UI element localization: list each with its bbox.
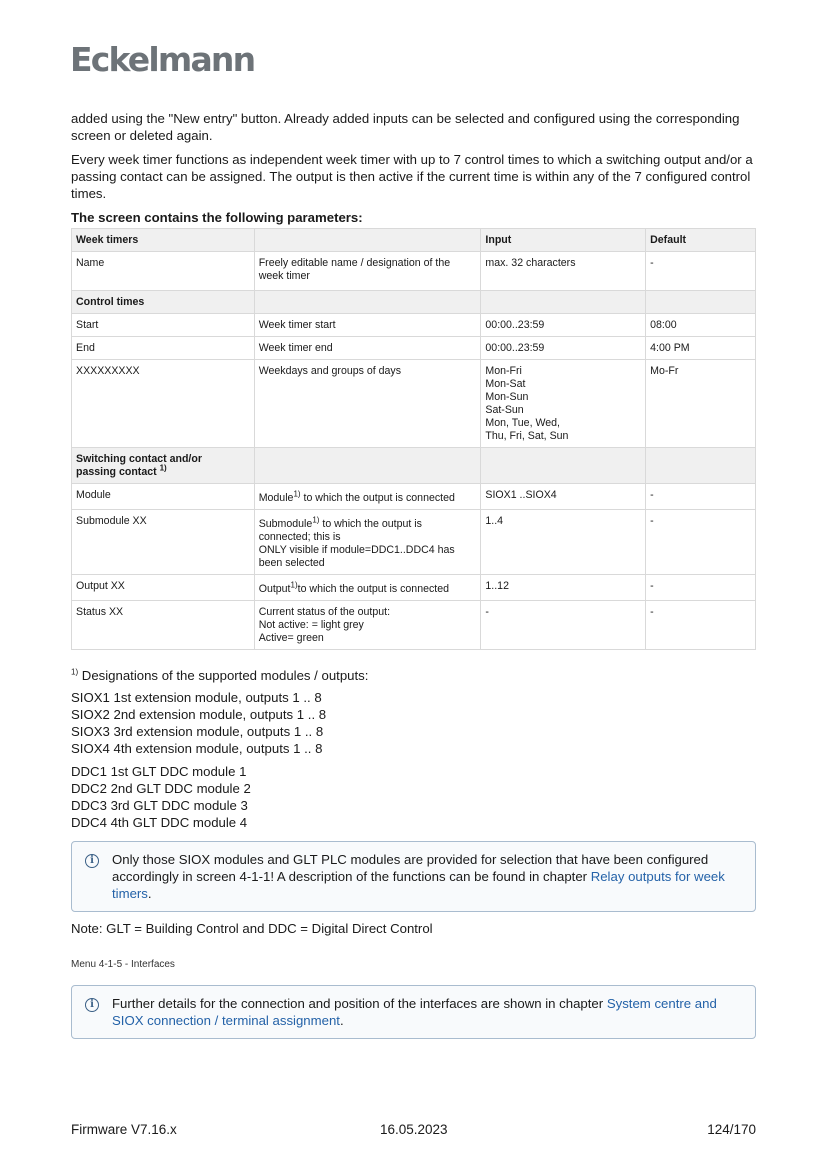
info-end: .	[339, 1013, 344, 1028]
footnote-marker: 1)	[71, 667, 79, 677]
cell-start-input: 00:00..23:59	[481, 314, 646, 337]
ddc-item: DDC1 1st GLT DDC module 1	[71, 764, 247, 779]
submodule-desc-line: connected; this is	[258, 531, 341, 543]
cell-output-input: 1..12	[481, 575, 646, 601]
cell-submodule-default: -	[646, 510, 756, 575]
info-box-siox-selection	[71, 841, 756, 912]
status-desc-line: Not active: = light grey	[258, 619, 364, 631]
info-box-interfaces	[71, 985, 756, 1039]
siox-item: SIOX1 1st extension module, outputs 1 .. 8	[71, 690, 322, 705]
table-row-name	[72, 252, 756, 291]
cell-status-desc	[254, 601, 481, 650]
cell-end-label: End	[72, 337, 255, 360]
table-row-submodule	[72, 510, 756, 575]
module-desc-pre: Module	[258, 492, 294, 504]
ddc-item: DDC3 3rd GLT DDC module 3	[71, 798, 248, 813]
cell-status-label: Status XX	[72, 601, 255, 650]
table-row-start	[72, 314, 756, 337]
table-row-end	[72, 337, 756, 360]
cell-submodule-desc	[254, 510, 481, 575]
eckelmann-logo: Eckelmann	[70, 40, 255, 79]
footnote-marker: 1)	[159, 463, 167, 473]
cell-status-default: -	[646, 601, 756, 650]
day-option: Mon, Tue, Wed,	[485, 417, 560, 429]
header-cell-week-timers: Week timers	[72, 229, 255, 252]
submodule-desc-line: been selected	[258, 557, 325, 569]
info-circle-icon: i	[85, 998, 99, 1012]
cell-submodule-label: Submodule XX	[72, 510, 255, 575]
header-cell-default: Default	[646, 229, 756, 252]
cell-end-default: 4:00 PM	[646, 337, 756, 360]
footnote-marker: 1)	[293, 489, 301, 499]
cell-name-input: max. 32 characters	[481, 252, 646, 291]
cell-days-desc: Weekdays and groups of days	[254, 360, 481, 448]
day-option: Thu, Fri, Sat, Sun	[485, 430, 569, 442]
table-row-status	[72, 601, 756, 650]
footnote-block	[71, 667, 756, 831]
siox-item: SIOX3 3rd extension module, outputs 1 .. 8	[71, 724, 324, 739]
cell-days-default: Mo-Fr	[646, 360, 756, 448]
cell-start-default: 08:00	[646, 314, 756, 337]
cell-name-desc: Freely editable name / designation of the week timer	[254, 252, 481, 291]
cell-end-input: 00:00..23:59	[481, 337, 646, 360]
footnote-marker: 1)	[290, 580, 298, 590]
cell-empty	[254, 448, 481, 484]
day-option: Mon-Sat	[485, 378, 526, 390]
cell-module-label: Module	[72, 484, 255, 510]
cell-control-times-label: Control times	[72, 291, 255, 314]
footnote-marker: 1)	[312, 515, 320, 525]
siox-list	[71, 689, 756, 757]
cell-end-desc: Week timer end	[254, 337, 481, 360]
table-row-module	[72, 484, 756, 510]
switching-label-line-2: passing contact	[76, 466, 157, 478]
ddc-list	[71, 763, 756, 831]
intro-paragraph-2: Every week timer functions as independent week timer with up to 7 control times to which a switching output and/or a passing contact can be assigned. The output is then active if the current time is within any of the 7 configured control times.	[71, 152, 753, 201]
info-text: Further details for the connection and position of the interfaces are shown in chapter	[112, 996, 607, 1011]
params-heading: The screen contains the following parameters:	[71, 210, 363, 225]
table-header-row	[72, 229, 756, 252]
footer-firmware: Firmware V7.16.x	[71, 1122, 177, 1137]
cell-empty	[481, 448, 646, 484]
day-option: Sat-Sun	[485, 404, 524, 416]
cell-start-desc: Week timer start	[254, 314, 481, 337]
ddc-item: DDC4 4th GLT DDC module 4	[71, 815, 248, 830]
module-desc-post: to which the output is connected	[300, 492, 455, 504]
page-content	[71, 110, 756, 1039]
output-desc-pre: Output	[258, 583, 291, 595]
cell-submodule-input: 1..4	[481, 510, 646, 575]
cell-empty	[646, 291, 756, 314]
footer-date: 16.05.2023	[380, 1122, 448, 1137]
day-option: Mon-Sun	[485, 391, 529, 403]
siox-item: SIOX2 2nd extension module, outputs 1 .. 8	[71, 707, 327, 722]
cell-output-default: -	[646, 575, 756, 601]
table-row-days	[72, 360, 756, 448]
cell-empty	[481, 291, 646, 314]
cell-module-desc	[254, 484, 481, 510]
section-row-switching-contact	[72, 448, 756, 484]
cell-switching-label	[72, 448, 255, 484]
table-row-output	[72, 575, 756, 601]
cell-output-label: Output XX	[72, 575, 255, 601]
submodule-desc-post: to which the output is	[319, 518, 422, 530]
footnote-title-text: Designations of the supported modules / outputs:	[78, 668, 369, 683]
ddc-item: DDC2 2nd GLT DDC module 2	[71, 781, 251, 796]
section-row-control-times	[72, 291, 756, 314]
footer-page-number: 124/170	[707, 1122, 756, 1137]
info-circle-icon: i	[85, 854, 99, 868]
note-abbreviations: Note: GLT = Building Control and DDC = Digital Direct Control	[71, 921, 433, 936]
link-relay-outputs[interactable]: Relay outputs for week timers	[112, 869, 725, 901]
link-system-centre[interactable]: System centre and SIOX connection / terminal assignment	[112, 996, 717, 1028]
cell-days-label: XXXXXXXXX	[72, 360, 255, 448]
cell-days-input	[481, 360, 646, 448]
cell-empty	[254, 291, 481, 314]
cell-empty	[646, 448, 756, 484]
submodule-desc-line: ONLY visible if module=DDC1..DDC4 has	[258, 544, 455, 556]
output-desc-post: to which the output is connected	[297, 583, 449, 595]
menu-caption: Menu 4-1-5 - Interfaces	[71, 959, 175, 970]
info-end: .	[147, 886, 152, 901]
header-cell-input: Input	[481, 229, 646, 252]
cell-module-input: SIOX1 ..SIOX4	[481, 484, 646, 510]
submodule-desc-pre: Submodule	[258, 518, 313, 530]
footnote-title	[71, 667, 756, 684]
cell-start-label: Start	[72, 314, 255, 337]
status-desc-line: Active= green	[258, 632, 324, 644]
parameters-table	[71, 228, 756, 650]
intro-paragraph-1: added using the "New entry" button. Already added inputs can be selected and configured using the corresponding screen or deleted again.	[71, 111, 740, 143]
siox-item: SIOX4 4th extension module, outputs 1 .. 8	[71, 741, 323, 756]
cell-name-default: -	[646, 252, 756, 291]
cell-module-default: -	[646, 484, 756, 510]
cell-output-desc	[254, 575, 481, 601]
day-option: Mon-Fri	[485, 365, 522, 377]
cell-name-label: Name	[72, 252, 255, 291]
header-cell-description	[254, 229, 481, 252]
info-text: Only those SIOX modules and GLT PLC modules are provided for selection that have been configured accordingly in screen 4-1-1! A description of the functions can be found in chapter	[112, 852, 709, 884]
status-desc-line: Current status of the output:	[258, 606, 391, 618]
switching-label-line-1: Switching contact and/or	[76, 453, 202, 465]
cell-status-input: -	[481, 601, 646, 650]
